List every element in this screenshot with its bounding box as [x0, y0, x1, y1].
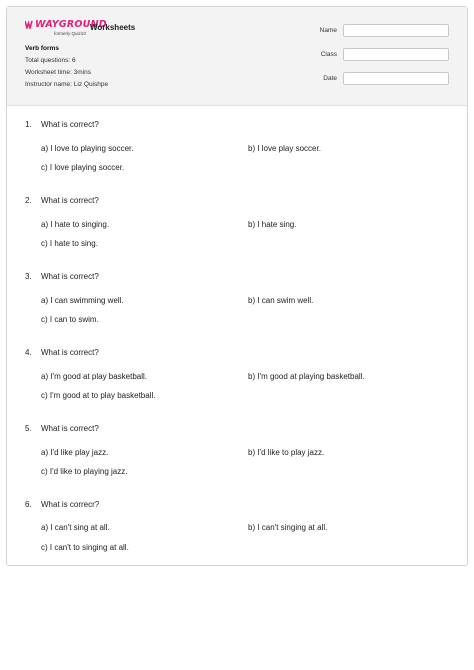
option-c[interactable]: c) I love playing soccer. [41, 163, 125, 172]
question-text: What is correct? [41, 272, 99, 281]
total-questions: Total questions: 6 [25, 57, 76, 64]
option-c[interactable]: c) I can't to singing at all. [41, 543, 129, 552]
option-b[interactable]: b) I can swim well. [248, 296, 314, 305]
date-label: Date [323, 75, 337, 82]
question-text: What is correcr? [41, 500, 100, 509]
option-b[interactable]: b) I'd like to play jazz. [248, 448, 325, 457]
option-a[interactable]: a) I can't sing at all. [41, 523, 110, 532]
option-b[interactable]: b) I'm good at playing basketball. [248, 372, 365, 381]
worksheet-header [7, 7, 467, 106]
question-text: What is correct? [41, 348, 99, 357]
question-number: 4. [25, 348, 32, 357]
question-number: 3. [25, 272, 32, 281]
brand-logo [25, 19, 107, 41]
worksheet-page [6, 6, 468, 566]
option-b[interactable]: b) I love play soccer. [248, 144, 321, 153]
option-a[interactable]: a) I love to playing soccer. [41, 144, 134, 153]
worksheet-title: Verb forms [25, 45, 59, 52]
option-b[interactable]: b) I can't singing at all. [248, 523, 328, 532]
question-text: What is correct? [41, 424, 99, 433]
option-a[interactable]: a) I'm good at play basketball. [41, 372, 148, 381]
question-text: What is correct? [41, 196, 99, 205]
option-a[interactable]: a) I can swimming well. [41, 296, 124, 305]
name-field[interactable] [343, 24, 449, 37]
question-number: 1. [25, 120, 32, 129]
class-field[interactable] [343, 48, 449, 61]
logo-wordmark: WAYGROUND [35, 19, 107, 30]
class-label: Class [320, 51, 337, 58]
worksheet-time: Worksheet time: 3mins [25, 69, 91, 76]
question-number: 2. [25, 196, 32, 205]
option-c[interactable]: c) I hate to sing. [41, 239, 98, 248]
option-a[interactable]: a) I'd like play jazz. [41, 448, 109, 457]
date-field[interactable] [343, 72, 449, 85]
option-c[interactable]: c) I can to swim. [41, 315, 99, 324]
logo-subtext: formerly Quizizz [54, 31, 87, 36]
question-text: What is correct? [41, 120, 99, 129]
instructor-name: Instructor name: Liz Quishpe [25, 81, 109, 88]
question-number: 5. [25, 424, 32, 433]
option-a[interactable]: a) I hate to singing. [41, 220, 110, 229]
name-label: Name [319, 27, 337, 34]
option-b[interactable]: b) I hate sing. [248, 220, 297, 229]
option-c[interactable]: c) I'm good at to play basketball. [41, 391, 156, 400]
logo-mark-icon [25, 20, 34, 29]
question-number: 6. [25, 500, 32, 509]
brand-title: Worksheets [90, 23, 136, 32]
option-c[interactable]: c) I'd like to playing jazz. [41, 467, 128, 476]
